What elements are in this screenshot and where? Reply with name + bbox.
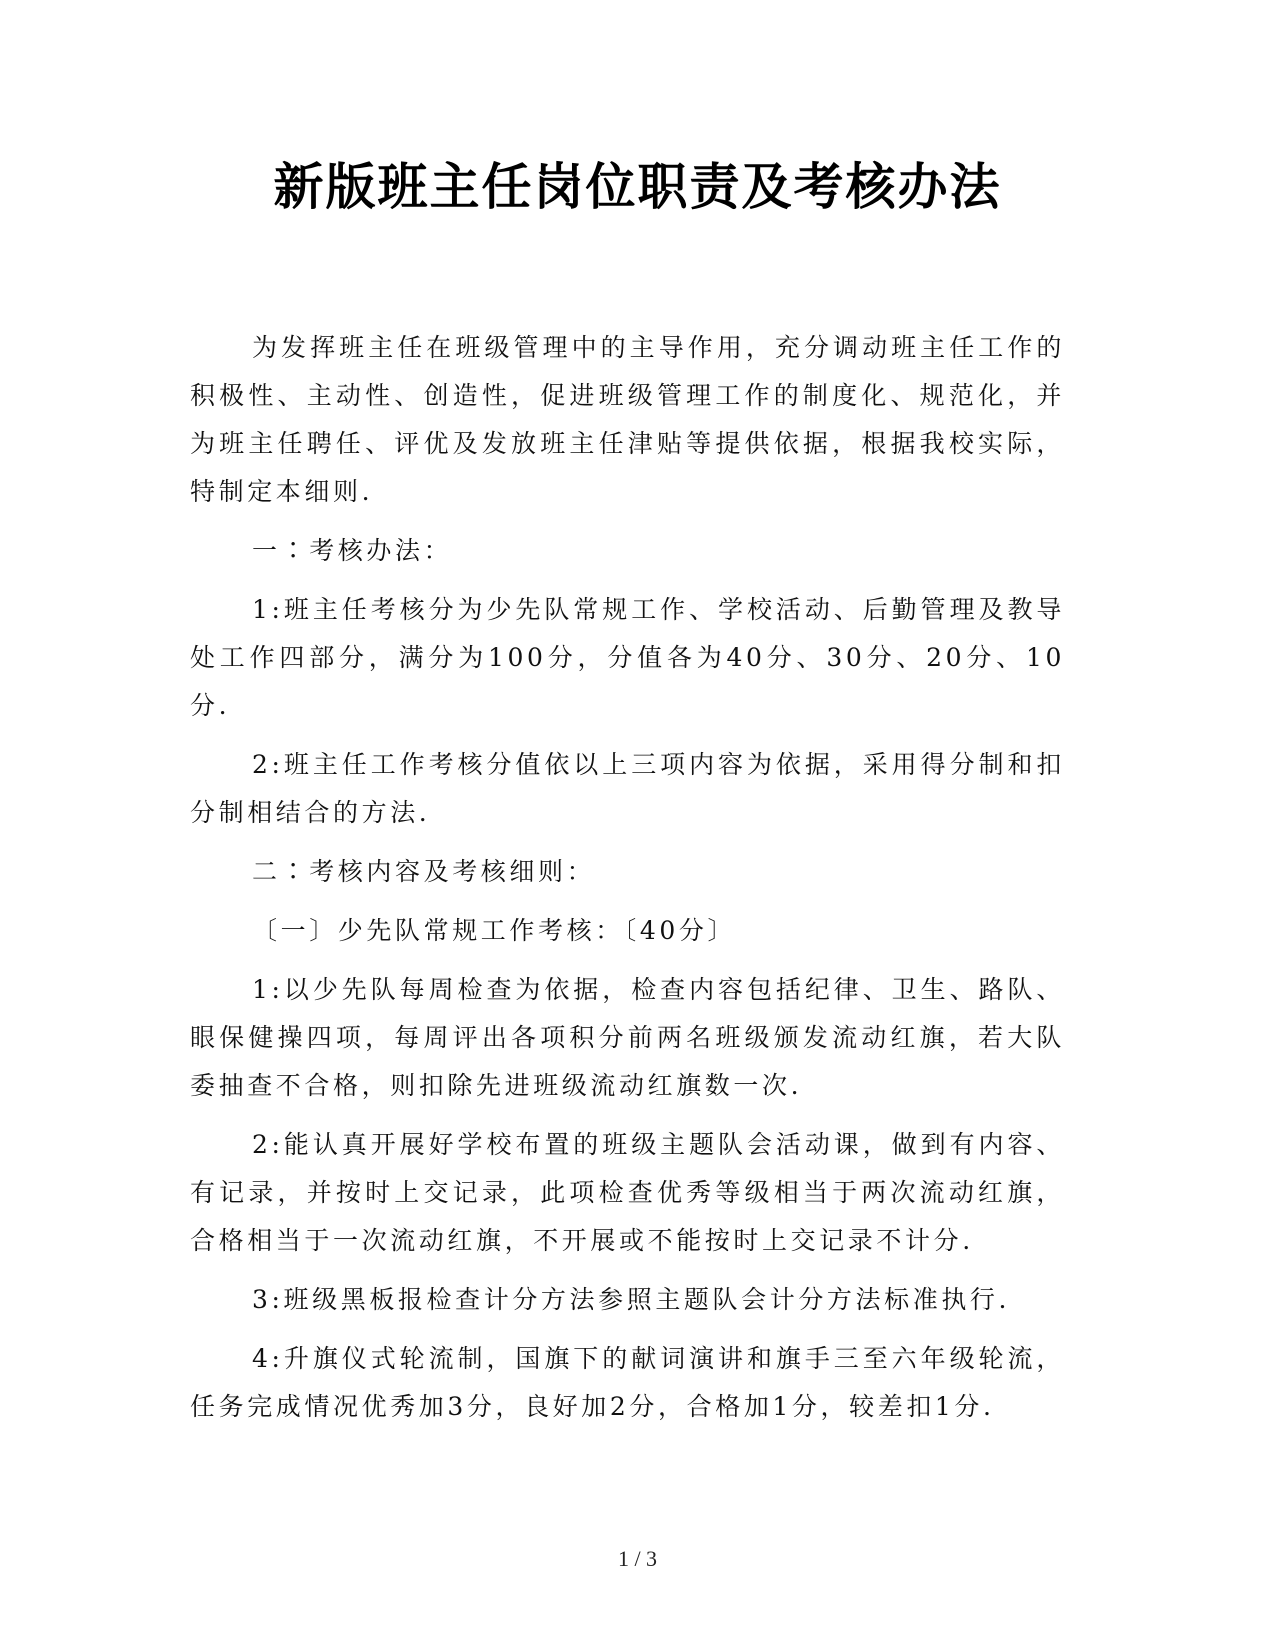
section-heading-assessment-content: 二∶考核内容及考核细则：	[252, 857, 596, 886]
paragraph-item: 1:以少先队每周检查为依据，检查内容包括纪律、卫生、路队、眼保健操四项，每周评出各项积分前两名班级颁发流动红旗，若大队委抽查不合格，则扣除先进班级流动红旗数一次.	[190, 975, 1065, 1100]
paragraph-item: 2:班主任工作考核分值依以上三项内容为依据，采用得分制和扣分制相结合的方法.	[190, 750, 1065, 827]
subsection-heading: 〔一〕少先队常规工作考核：〔40分〕	[252, 916, 737, 945]
paragraph-item: 1:班主任考核分为少先队常规工作、学校活动、后勤管理及教导处工作四部分，满分为100分，分值各为40分、30分、20分、10分.	[190, 595, 1065, 720]
section-heading-assessment-method: 一∶考核办法：	[252, 536, 453, 565]
paragraph-item: 3:班级黑板报检查计分方法参照主题队会计分方法标准执行.	[252, 1285, 1011, 1314]
paragraph-item: 4:升旗仪式轮流制，国旗下的献词演讲和旗手三至六年级轮流，任务完成情况优秀加3分，良好加2分，合格加1分，较差扣1分.	[190, 1344, 1065, 1421]
intro-paragraph: 为发挥班主任在班级管理中的主导作用，充分调动班主任工作的积极性、主动性、创造性，促进班级管理工作的制度化、规范化，并为班主任聘任、评优及发放班主任津贴等提供依据，根据我校实际，特制定本细则.	[190, 333, 1065, 506]
document-body	[190, 324, 1065, 1442]
document-title: 新版班主任岗位职责及考核办法	[273, 157, 1002, 216]
page-number: 1 / 3	[617, 1546, 658, 1571]
paragraph-item: 2:能认真开展好学校布置的班级主题队会活动课，做到有内容、有记录，并按时上交记录，此项检查优秀等级相当于两次流动红旗，合格相当于一次流动红旗，不开展或不能按时上交记录不计分.	[190, 1130, 1065, 1255]
